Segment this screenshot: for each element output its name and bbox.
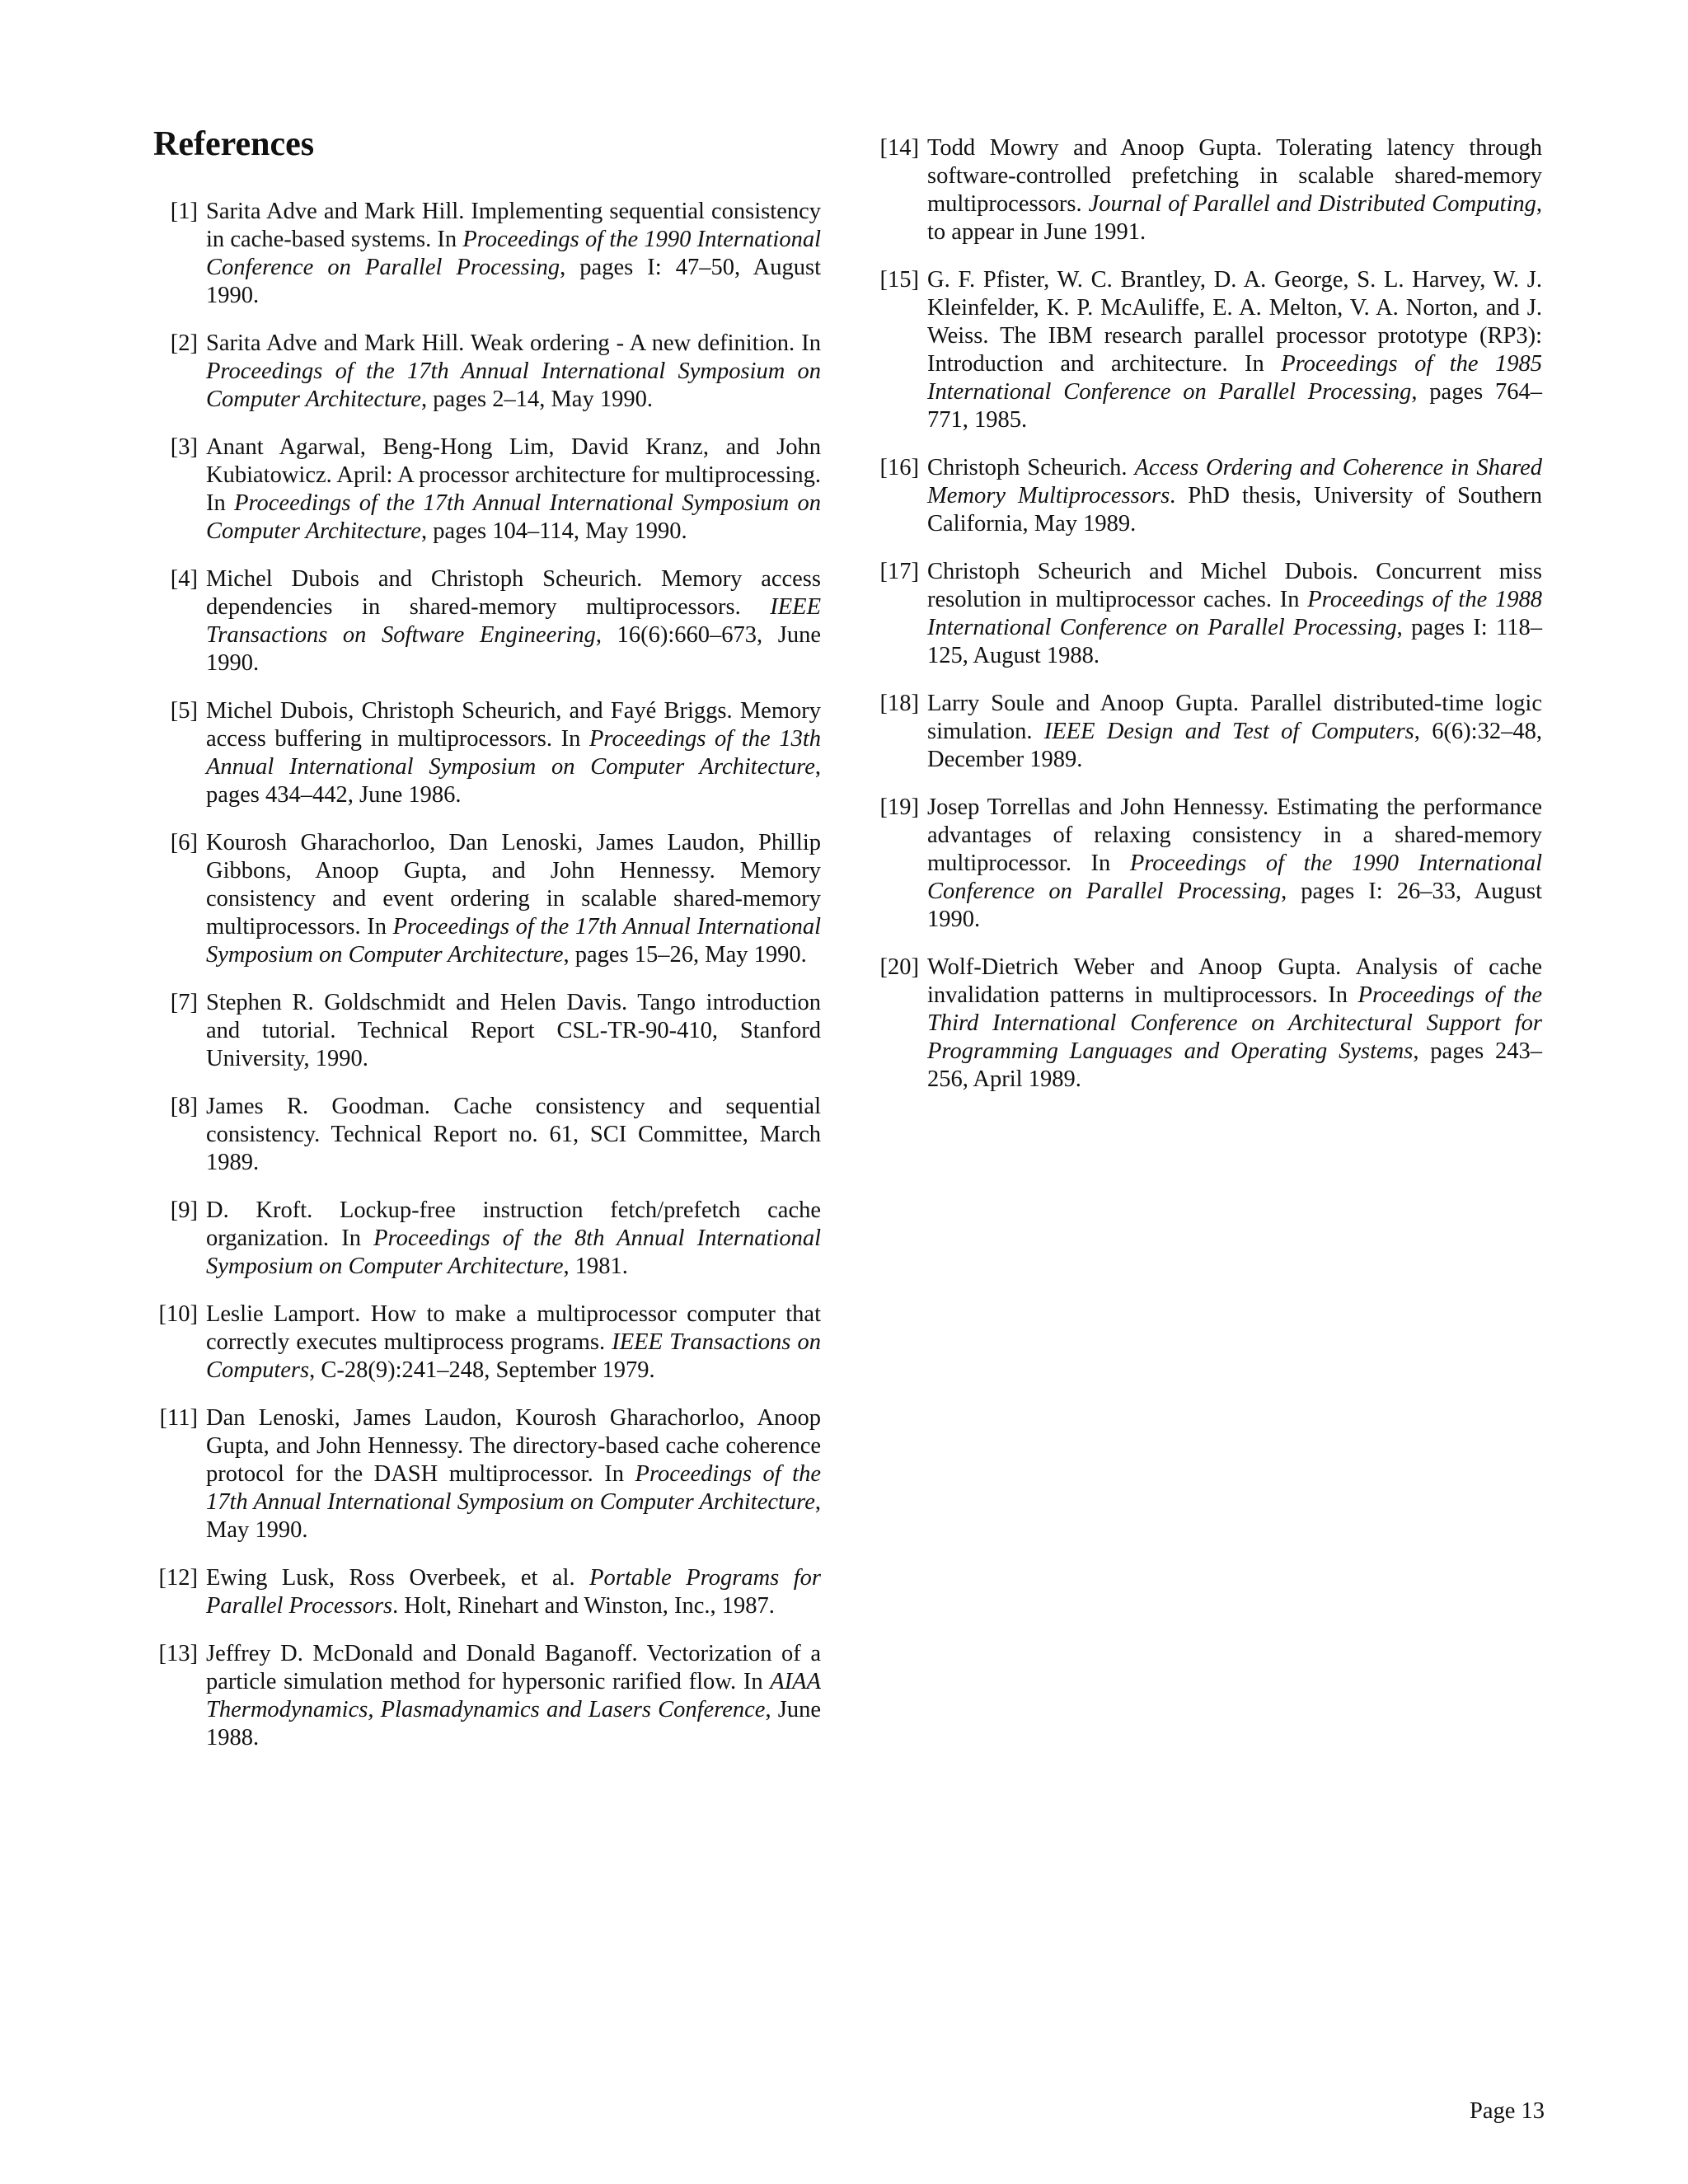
- reference-entry: [153, 697, 821, 809]
- reference-entry: [153, 1197, 821, 1281]
- reference-venue: IEEE Transactions on Software Engineering: [206, 594, 821, 648]
- reference-venue: Access Ordering and Coherence in Shared Memory Multiprocessors: [927, 455, 1543, 509]
- reference-entry: [874, 266, 1542, 434]
- reference-text: Christoph Scheurich.: [927, 455, 1135, 480]
- reference-text: Todd Mowry and Anoop Gupta. Tolerating latency through software-controlled prefetching in scalable shared-memory multiprocessors.: [927, 135, 1542, 217]
- reference-details: , pages 764–771, 1985.: [927, 379, 1542, 433]
- reference-number: [1]: [170, 199, 198, 224]
- reference-details: , pages I: 26–33, August 1990.: [927, 879, 1542, 932]
- reference-venue: Proceedings of the 1990 International Conference on Parallel Processing: [206, 227, 821, 280]
- reference-text: Wolf-Dietrich Weber and Anoop Gupta. Analysis of cache invalidation patterns in multiprocessors. In: [927, 954, 1542, 1008]
- reference-entry: [153, 1093, 821, 1177]
- reference-number: [6]: [170, 830, 198, 855]
- reference-number: [3]: [170, 434, 198, 460]
- reference-venue: Proceedings of the 17th Annual International Symposium on Computer Architecture: [206, 359, 821, 412]
- reference-number: [13]: [158, 1641, 198, 1666]
- reference-entry: [153, 989, 821, 1073]
- reference-text: Christoph Scheurich and Michel Dubois. Concurrent miss resolution in multiprocessor caches. In: [927, 559, 1542, 612]
- reference-entry: [874, 454, 1542, 538]
- reference-number: [12]: [158, 1565, 198, 1591]
- reference-details: , pages 15–26, May 1990.: [563, 942, 807, 968]
- reference-venue: Proceedings of the Third International Conference on Architectural Support for Programming Languages and Operating Systems: [927, 982, 1543, 1064]
- page-number: Page 13: [1469, 2098, 1545, 2124]
- reference-text: Kourosh Gharachorloo, Dan Lenoski, James Laudon, Phillip Gibbons, Anoop Gupta, and John Hennessy. Memory consistency and event ordering in scalable shared-memory multiprocessors. In: [206, 830, 821, 940]
- reference-details: . Holt, Rinehart and Winston, Inc., 1987.: [392, 1593, 775, 1619]
- references-right-column: [874, 134, 1542, 1113]
- reference-number: [9]: [170, 1197, 198, 1223]
- reference-details: , 6(6):32–48, December 1989.: [927, 719, 1542, 772]
- reference-venue: Proceedings of the 17th Annual International Symposium on Computer Architecture: [206, 1461, 821, 1515]
- reference-details: , pages 243–256, April 1989.: [927, 1038, 1542, 1092]
- reference-entry: [153, 1301, 821, 1385]
- reference-text: Anant Agarwal, Beng-Hong Lim, David Kranz, and John Kubiatowicz. April: A processor architecture for multiprocessing. In: [206, 434, 821, 516]
- reference-number: [7]: [170, 990, 198, 1015]
- reference-venue: Journal of Parallel and Distributed Computing: [1088, 191, 1536, 217]
- reference-venue: Proceedings of the 1985 International Conference on Parallel Processing: [927, 351, 1543, 405]
- reference-number: [15]: [879, 267, 919, 293]
- reference-details: , pages 2–14, May 1990.: [420, 387, 653, 412]
- reference-text: Michel Dubois, Christoph Scheurich, and Fayé Briggs. Memory access buffering in multiprocessors. In: [206, 698, 821, 752]
- reference-venue: Portable Programs for Parallel Processors: [206, 1565, 821, 1619]
- reference-text: Jeffrey D. McDonald and Donald Baganoff. Vectorization of a particle simulation method for hypersonic rarified flow. In: [206, 1641, 821, 1694]
- reference-entry: [874, 690, 1542, 774]
- reference-entry: [153, 1404, 821, 1544]
- reference-number: [17]: [879, 559, 919, 584]
- reference-text: Dan Lenoski, James Laudon, Kourosh Gharachorloo, Anoop Gupta, and John Hennessy. The directory-based cache coherence protocol for the DASH multiprocessor. In: [206, 1405, 821, 1487]
- reference-number: [16]: [879, 455, 919, 480]
- reference-details: , pages 104–114, May 1990.: [420, 518, 687, 544]
- reference-entry: [874, 134, 1542, 246]
- reference-text: Michel Dubois and Christoph Scheurich. Memory access dependencies in shared-memory multiprocessors.: [206, 566, 821, 620]
- reference-text: Sarita Adve and Mark Hill. Implementing sequential consistency in cache-based systems. In: [206, 199, 821, 252]
- reference-details: , to appear in June 1991.: [927, 191, 1543, 245]
- reference-entry: [874, 954, 1542, 1094]
- reference-entry: [153, 1640, 821, 1752]
- reference-details: , pages 434–442, June 1986.: [206, 754, 821, 808]
- reference-details: , 1981.: [563, 1254, 628, 1279]
- reference-number: [2]: [170, 330, 198, 356]
- reference-details: , May 1990.: [206, 1489, 821, 1543]
- reference-details: , June 1988.: [206, 1697, 821, 1750]
- reference-number: [8]: [170, 1094, 198, 1119]
- reference-text: Ewing Lusk, Ross Overbeek, et al.: [206, 1565, 590, 1591]
- reference-entry: [153, 1564, 821, 1620]
- reference-details: , 16(6):660–673, June 1990.: [206, 622, 822, 676]
- reference-entry: [153, 198, 821, 310]
- reference-details: . PhD thesis, University of Southern California, May 1989.: [927, 483, 1543, 537]
- reference-entry: [874, 794, 1542, 934]
- reference-entry: [153, 829, 821, 969]
- reference-text: Larry Soule and Anoop Gupta. Parallel distributed-time logic simulation.: [927, 691, 1542, 744]
- reference-text: Sarita Adve and Mark Hill. Weak ordering - A new definition. In: [206, 330, 821, 356]
- reference-number: [14]: [879, 135, 919, 161]
- reference-text: G. F. Pfister, W. C. Brantley, D. A. George, S. L. Harvey, W. J. Kleinfelder, K. P. McAuliffe, E. A. Melton, V. A. Norton, and J. Weiss. The IBM research parallel processor prototype (RP3): Introduction and architecture. In: [927, 267, 1542, 377]
- reference-entry: [153, 330, 821, 414]
- reference-text: D. Kroft. Lockup-free instruction fetch/prefetch cache organization. In: [206, 1197, 821, 1251]
- reference-venue: Proceedings of the 1990 International Conference on Parallel Processing: [927, 851, 1542, 904]
- reference-number: [19]: [879, 794, 919, 820]
- reference-text: Stephen R. Goldschmidt and Helen Davis. Tango introduction and tutorial. Technical Report CSL-TR-90-410, Stanford University, 1990.: [206, 990, 821, 1071]
- reference-venue: Proceedings of the 13th Annual International Symposium on Computer Architecture: [206, 726, 821, 780]
- reference-number: [11]: [159, 1405, 198, 1431]
- references-heading: References: [153, 125, 315, 163]
- reference-number: [20]: [879, 954, 919, 980]
- reference-venue: AIAA Thermodynamics, Plasmadynamics and Lasers Conference: [206, 1669, 821, 1722]
- reference-number: [18]: [879, 691, 919, 716]
- reference-details: , C-28(9):241–248, September 1979.: [309, 1357, 655, 1383]
- reference-number: [10]: [158, 1301, 198, 1327]
- reference-entry: [153, 565, 821, 677]
- reference-number: [5]: [170, 698, 198, 724]
- reference-details: , pages I: 118–125, August 1988.: [927, 615, 1542, 668]
- reference-entry: [874, 558, 1542, 670]
- reference-text: Leslie Lamport. How to make a multiprocessor computer that correctly executes multiprocess programs.: [206, 1301, 821, 1355]
- reference-venue: Proceedings of the 17th Annual International Symposium on Computer Architecture: [206, 914, 821, 968]
- reference-text: Josep Torrellas and John Hennessy. Estimating the performance advantages of relaxing consistency in a shared-memory multiprocessor. In: [927, 794, 1542, 876]
- reference-venue: Proceedings of the 1988 International Conference on Parallel Processing: [927, 587, 1542, 640]
- reference-number: [4]: [170, 566, 198, 592]
- reference-details: , pages I: 47–50, August 1990.: [206, 255, 821, 308]
- reference-venue: Proceedings of the 8th Annual International Symposium on Computer Architecture: [206, 1226, 821, 1279]
- reference-text: James R. Goodman. Cache consistency and sequential consistency. Technical Report no. 61, SCI Committee, March 1989.: [206, 1094, 821, 1175]
- reference-venue: IEEE Design and Test of Computers: [1043, 719, 1414, 744]
- reference-venue: Proceedings of the 17th Annual International Symposium on Computer Architecture: [206, 490, 821, 544]
- references-left-column: [153, 198, 821, 1772]
- reference-entry: [153, 434, 821, 546]
- reference-venue: IEEE Transactions on Computers: [206, 1329, 821, 1383]
